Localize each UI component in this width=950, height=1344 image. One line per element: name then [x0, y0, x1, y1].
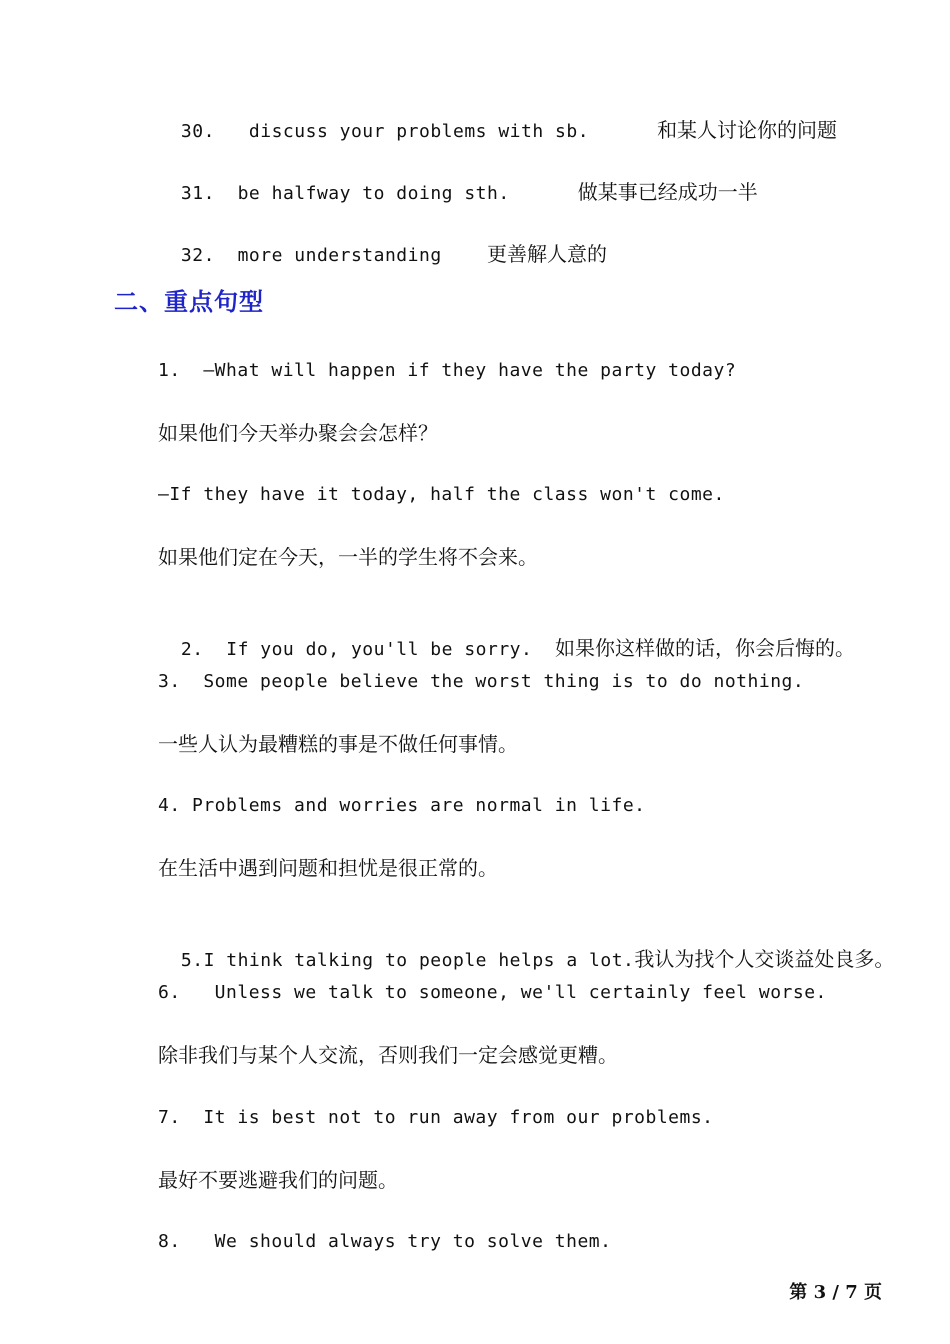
sentence-1b-en: —If they have it today, half the class won't come.: [158, 484, 725, 505]
vocab-number: 30.: [180, 121, 215, 142]
sentence-1-zh: 如果他们今天举办聚会会怎样？: [158, 421, 438, 445]
sentence-7-zh: 最好不要逃避我们的问题。: [158, 1168, 398, 1192]
sentence-8-en: 8. We should always try to solve them.: [158, 1231, 612, 1252]
sentence-3-zh: 一些人认为最糟糕的事是不做任何事情。: [158, 732, 518, 756]
vocab-number: 31.: [180, 183, 215, 204]
sentence-6-en: 6. Unless we talk to someone, we'll certainly feel worse.: [158, 982, 827, 1003]
vocab-number: 32.: [180, 245, 215, 266]
sentence-2: [158, 606, 855, 664]
sentence-5-en: 5.I think talking to people helps a lot.: [180, 950, 635, 971]
sentence-1b-zh: 如果他们定在今天，一半的学生将不会来。: [158, 545, 538, 569]
vocab-english: be halfway to doing sth.: [237, 183, 510, 204]
sentence-6-zh: 除非我们与某个人交流，否则我们一定会感觉更糟。: [158, 1043, 618, 1067]
sentence-3-en: 3. Some people believe the worst thing is to do nothing.: [158, 671, 805, 692]
vocab-english: discuss your problems with sb.: [248, 121, 590, 142]
sentence-4-zh: 在生活中遇到问题和担忧是很正常的。: [158, 856, 498, 880]
vocab-item-32: [158, 212, 607, 270]
vocab-chinese: 更善解人意的: [487, 242, 608, 266]
sentence-7-en: 7. It is best not to run away from our problems.: [158, 1107, 714, 1128]
page-number: 第 3 / 7 页: [789, 1282, 882, 1303]
section-heading: 二、重点句型: [114, 288, 264, 316]
vocab-english: more understanding: [237, 245, 442, 266]
sentence-1-en: 1. —What will happen if they have the party today?: [158, 360, 737, 381]
vocab-item-30: [158, 88, 837, 146]
vocab-chinese: 做某事已经成功一半: [577, 180, 758, 204]
sentence-2-zh: 如果你这样做的话，你会后悔的。: [555, 636, 856, 660]
vocab-item-31: [158, 150, 758, 208]
sentence-2-en: 2. If you do, you'll be sorry.: [180, 639, 533, 660]
sentence-5-zh: 我认为找个人交谈益处良多。: [634, 947, 895, 971]
sentence-4-en: 4. Problems and worries are normal in life.: [158, 795, 646, 816]
vocab-chinese: 和某人讨论你的问题: [657, 118, 838, 142]
sentence-5: [158, 917, 894, 975]
